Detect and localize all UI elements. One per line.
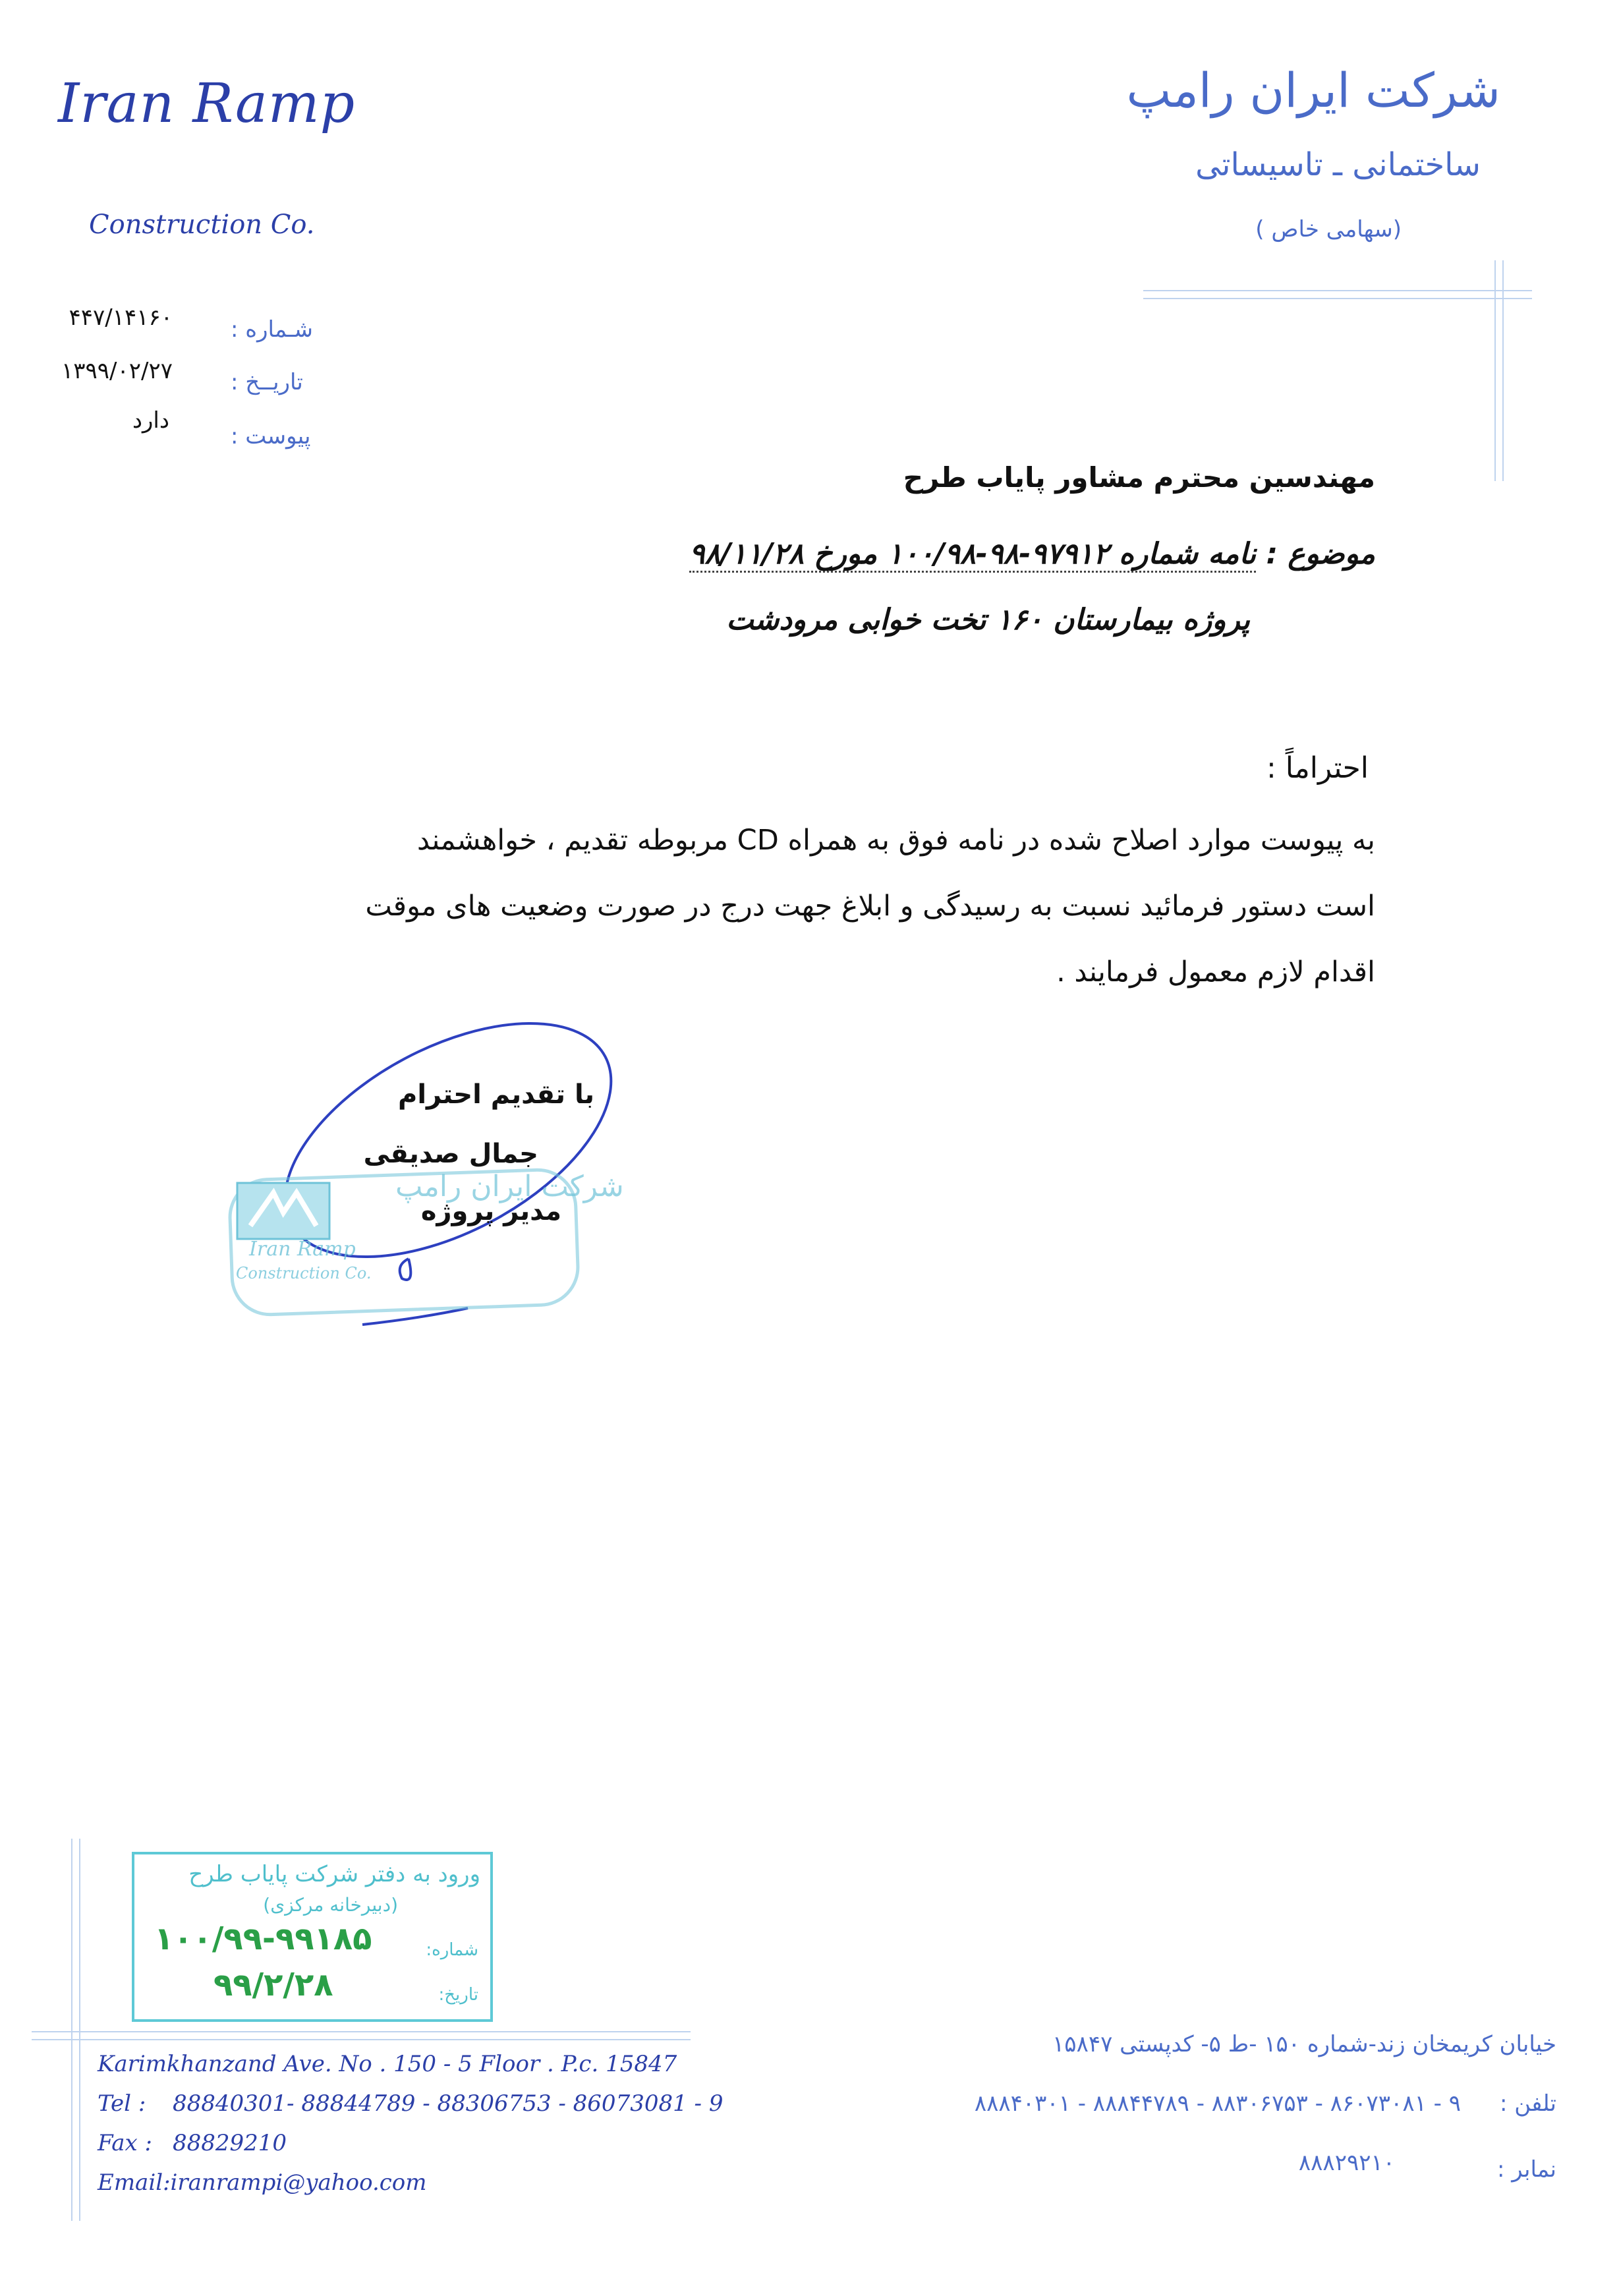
subject	[689, 537, 1375, 571]
number-label: شـماره :	[231, 316, 313, 343]
header-rule-vertical-2	[1502, 260, 1504, 481]
company-stamp-text-1: Iran Ramp	[249, 1238, 356, 1261]
footer-rule-top	[32, 2031, 691, 2032]
company-stamp-logo-icon	[234, 1180, 333, 1242]
salutation: احتراماً :	[1266, 751, 1369, 785]
receipt-stamp-date-value: ۹۹/۲/۲۸	[213, 1966, 333, 2003]
attachment-label: پیوست :	[231, 423, 311, 449]
footer-fax-value: 88829210	[173, 2130, 287, 2156]
header-rule-vertical-1	[1494, 260, 1496, 481]
footer-tel-fa-label: تلفن :	[1499, 2090, 1556, 2117]
footer-fax-fa-label: نمابر :	[1497, 2156, 1556, 2183]
header-rule-top	[1143, 290, 1532, 291]
subject-label: موضوع :	[1266, 537, 1375, 571]
header-rule-bottom	[1143, 298, 1532, 299]
footer-rule-vertical-1	[71, 1839, 72, 2221]
footer-email[interactable]: Email:iranrampi@yahoo.com	[98, 2169, 427, 2196]
footer-tel-value: 88840301- 88844789 - 88306753 - 86073081 - 9	[173, 2090, 724, 2117]
footer-fax-label: Fax :	[98, 2130, 152, 2156]
body-line-2: است دستور فرمائید نسبت به رسیدگی و ابلاغ جهت درج در صورت وضعیت های موقت	[365, 890, 1375, 923]
company-name-fa: شرکت ایران رامپ	[1126, 63, 1500, 118]
company-stamp-text-2: Construction Co.	[236, 1264, 372, 1282]
footer-tel-label: Tel :	[98, 2090, 146, 2117]
receipt-stamp-title: ورود به دفتر شرکت پایاب طرح	[188, 1861, 480, 1887]
signature-closing: با تقدیم احترام	[398, 1079, 594, 1110]
letter-body	[295, 807, 1375, 1005]
company-type-fa: ساختمانی ـ تاسیساتی	[1195, 146, 1481, 183]
receipt-stamp	[132, 1852, 493, 2022]
date-value: ۱۳۹۹/۰۲/۲۷	[61, 358, 173, 384]
subject-project: پروژه بیمارستان ۱۶۰ تخت خوابی مرودشت	[726, 603, 1250, 637]
date-label: تاریــخ :	[231, 369, 303, 395]
signature-name: جمال صدیقی	[363, 1139, 538, 1169]
company-name-en: Iran Ramp	[58, 72, 356, 135]
number-value: ۴۴۷/۱۴۱۶۰	[69, 304, 173, 331]
signature-title: مدیر پروژه	[420, 1196, 561, 1226]
receipt-stamp-date-label: تاریخ:	[438, 1985, 478, 2005]
body-line-3: اقدام لازم معمول فرمایند .	[1056, 956, 1375, 989]
subject-value: نامه شماره ۹۷۹۱۲-۹۸-۱۰۰/۹۸ مورخ ۹۸/۱۱/۲۸	[689, 537, 1256, 573]
footer-rule-bottom	[32, 2039, 691, 2040]
receipt-stamp-subtitle: (دبیرخانه مرکزی)	[263, 1894, 398, 1916]
footer-tel-fa-value: ۸۸۸۴۰۳۰۱ - ۸۸۸۴۴۷۸۹ - ۸۸۳۰۶۷۵۳ - ۸۶۰۷۳۰۸۱ - ۹	[974, 2090, 1461, 2117]
footer-address-en: Karimkhanzand Ave. No . 150 - 5 Floor . P.c. 15847	[98, 2051, 677, 2077]
company-subtitle-en: Construction Co.	[89, 210, 315, 240]
receipt-stamp-number-label: شماره:	[426, 1940, 478, 1960]
footer-fax-fa-value: ۸۸۸۲۹۲۱۰	[1298, 2150, 1395, 2176]
receipt-stamp-number-value: ۱۰۰/۹۹-۹۹۱۸۵	[154, 1920, 372, 1957]
recipient: مهندسین محترم مشاور پایاب طرح	[903, 461, 1375, 494]
company-kind-fa: (سهامی خاص )	[1255, 216, 1402, 243]
attachment-value: دارد	[132, 407, 169, 434]
footer-address-fa: خیابان کریمخان زند-شماره ۱۵۰ -ط ۵- کدپستی ۱۵۸۴۷	[1052, 2031, 1556, 2057]
footer-rule-vertical-2	[79, 1839, 80, 2221]
company-stamp-fa: شرکت ایران رامپ	[395, 1170, 624, 1203]
body-line-1: به پیوست موارد اصلاح شده در نامه فوق به همراه CD مربوطه تقدیم ، خواهشمند	[416, 824, 1375, 857]
